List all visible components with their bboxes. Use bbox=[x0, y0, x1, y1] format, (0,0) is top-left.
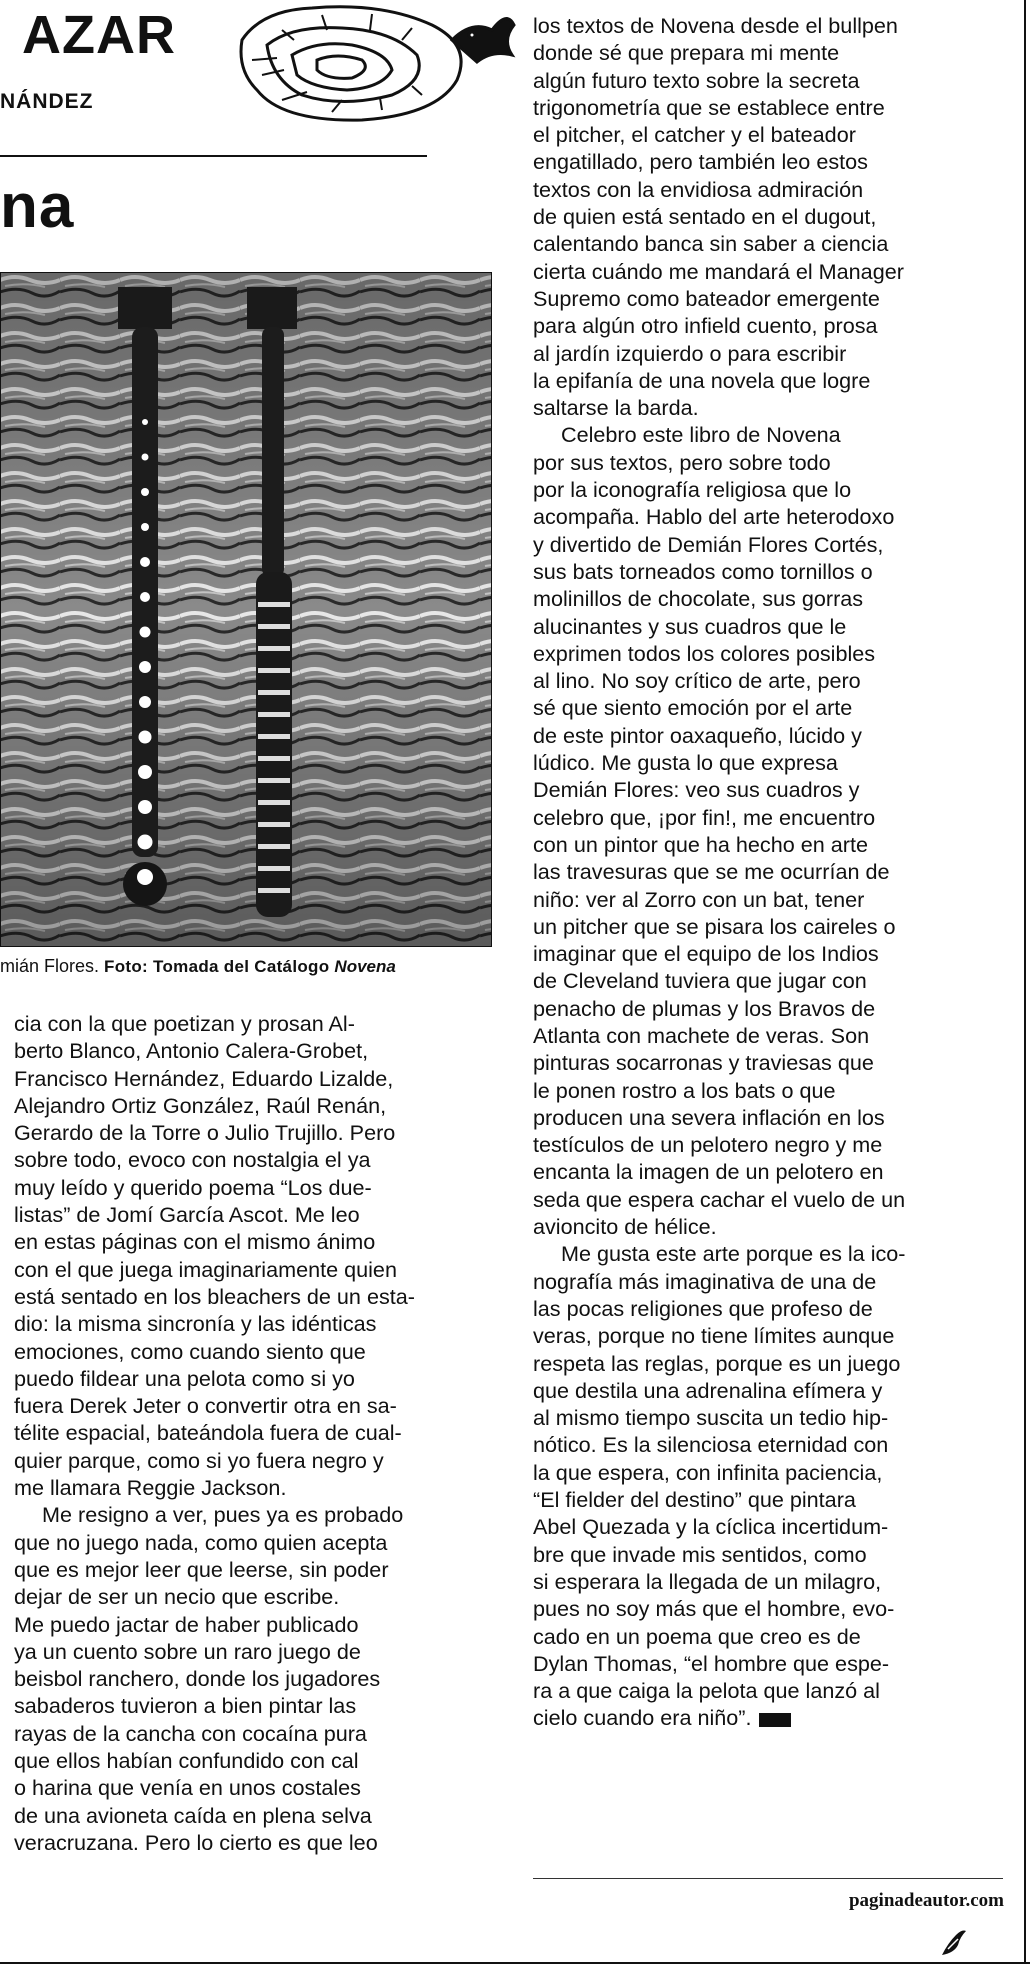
text-line: de este pintor oaxaqueño, lúcido y bbox=[533, 722, 862, 748]
text-line: o harina que venía en unos costales bbox=[14, 1775, 361, 1801]
text-line: celebro que, ¡por fin!, me encuentro bbox=[533, 804, 876, 830]
text-line: la epifanía de una novela que logre bbox=[533, 367, 871, 393]
text-line: télite espacial, bateándola fuera de cual- bbox=[14, 1420, 402, 1446]
text-line: Dylan Thomas, “el hombre que espe- bbox=[533, 1650, 890, 1676]
text-line: veracruzana. Pero lo cierto es que leo bbox=[14, 1829, 378, 1855]
text-line: rayas de la cancha con cocaína pura bbox=[14, 1720, 367, 1746]
text-line: emociones, como cuando siento que bbox=[14, 1338, 366, 1364]
text-line: avioncito de hélice. bbox=[533, 1214, 717, 1240]
text-line: quier parque, como si yo fuera negro y bbox=[14, 1447, 384, 1473]
text-line: penacho de plumas y los Bravos de bbox=[533, 995, 876, 1021]
text-line: lúdico. Me gusta lo que expresa bbox=[533, 750, 838, 776]
text-line: Alejandro Ortiz González, Raúl Renán, bbox=[14, 1092, 387, 1118]
text-line: para algún otro infield cuento, prosa bbox=[533, 313, 878, 339]
text-line: cierta cuándo me mandará el Manager bbox=[533, 258, 904, 284]
text-line: de Cleveland tuviera que jugar con bbox=[533, 968, 867, 994]
text-line: por sus textos, pero sobre todo bbox=[533, 449, 831, 475]
text-line: engatillado, pero también leo estos bbox=[533, 149, 868, 175]
fish-logo-illustration bbox=[222, 0, 522, 128]
text-line: sabaderos tuvieron a bien pintar las bbox=[14, 1693, 357, 1719]
text-line: le ponen rostro a los bats o que bbox=[533, 1077, 836, 1103]
photo-credit: Foto: Tomada del Catálogo bbox=[104, 957, 330, 976]
text-line: berto Blanco, Antonio Calera-Grobet, bbox=[14, 1038, 369, 1064]
text-line: con un pintor que ha hecho en arte bbox=[533, 831, 868, 857]
text-line: respeta las reglas, porque es un juego bbox=[533, 1350, 901, 1376]
text-line: producen una severa inflación en los bbox=[533, 1104, 885, 1130]
text-line: sé que siento emoción por el arte bbox=[533, 695, 853, 721]
text-line: “El fielder del destino” que pintara bbox=[533, 1487, 856, 1513]
text-line: exprimen todos los colores posibles bbox=[533, 640, 876, 666]
text-line: que destila una adrenalina efímera y bbox=[533, 1377, 883, 1403]
text-line: molinillos de chocolate, sus gorras bbox=[533, 586, 864, 612]
text-line: Me puedo jactar de haber publicado bbox=[14, 1611, 359, 1637]
text-line: dejar de ser un necio que escribe. bbox=[14, 1584, 340, 1610]
column-border-right bbox=[1024, 0, 1026, 1962]
end-of-article-mark bbox=[759, 1713, 791, 1727]
site-name[interactable]: paginadeautor.com bbox=[848, 1890, 1004, 1911]
text-line: me llamara Reggie Jackson. bbox=[14, 1475, 287, 1501]
text-line: muy leído y querido poema “Los due- bbox=[14, 1174, 372, 1200]
text-line: acompaña. Hablo del arte heterodoxo bbox=[533, 504, 895, 530]
text-line: Celebro este libro de Novena bbox=[561, 422, 841, 448]
text-line: alucinantes y sus cuadros que le bbox=[533, 613, 847, 639]
text-line: seda que espera cachar el vuelo de un bbox=[533, 1186, 906, 1212]
text-line: sus bats torneados como tornillos o bbox=[533, 558, 873, 584]
photo-credit-title: Novena bbox=[334, 957, 396, 976]
text-line: cia con la que poetizan y prosan Al- bbox=[14, 1011, 355, 1036]
text-line: Me gusta este arte porque es la ico- bbox=[561, 1241, 906, 1267]
text-line: cado en un poema que creo es de bbox=[533, 1623, 861, 1649]
text-line: los textos de Novena desde el bullpen bbox=[533, 13, 898, 38]
headline: na bbox=[0, 172, 75, 241]
text-line: ya un cuento sobre un raro juego de bbox=[14, 1638, 361, 1664]
text-line: pinturas socarronas y traviesas que bbox=[533, 1050, 874, 1076]
text-line: al lino. No soy crítico de arte, pero bbox=[533, 668, 861, 694]
text-line: ra a que caiga la pelota que lanzó al bbox=[533, 1678, 880, 1704]
text-line: las pocas religiones que profeso de bbox=[533, 1295, 873, 1321]
section-title: AZAR bbox=[22, 5, 176, 65]
text-line: Atlanta con machete de veras. Son bbox=[533, 1022, 870, 1048]
text-line: algún futuro texto sobre la secreta bbox=[533, 67, 860, 93]
author-byline: NÁNDEZ bbox=[0, 90, 94, 113]
text-line: Abel Quezada y la cíclica incertidum- bbox=[533, 1514, 889, 1540]
text-line: las travesuras que se me ocurrían de bbox=[533, 859, 890, 885]
text-line: un pitcher que se pisara los caireles o bbox=[533, 913, 896, 939]
text-line: bre que invade mis sentidos, como bbox=[533, 1541, 867, 1567]
text-line: Supremo como bateador emergente bbox=[533, 285, 880, 311]
text-line: con el que juega imaginariamente quien bbox=[14, 1256, 397, 1282]
photo-caption bbox=[0, 956, 396, 977]
text-line: trigonometría que se establece entre bbox=[533, 94, 885, 120]
text-line: cielo cuando era niño”. bbox=[533, 1704, 1008, 1731]
text-line: niño: ver al Zorro con un bat, tener bbox=[533, 886, 865, 912]
text-line: beisbol ranchero, donde los jugadores bbox=[14, 1666, 381, 1692]
bats-photograph bbox=[0, 272, 492, 947]
text-line: Me resigno a ver, pues ya es probado bbox=[42, 1502, 404, 1528]
text-line: y divertido de Demián Flores Cortés, bbox=[533, 531, 884, 557]
text-line: nótico. Es la silenciosa eternidad con bbox=[533, 1432, 889, 1458]
text-line: Francisco Hernández, Eduardo Lizalde, bbox=[14, 1065, 394, 1091]
text-line: nografía más imaginativa de una de bbox=[533, 1268, 877, 1294]
text-line: que no juego nada, como quien acepta bbox=[14, 1529, 388, 1555]
text-line: al jardín izquierdo o para escribir bbox=[533, 340, 847, 366]
text-line: pues no soy más que el hombre, evo- bbox=[533, 1596, 895, 1622]
text-line: calentando banca sin saber a ciencia bbox=[533, 231, 889, 257]
text-line: sobre todo, evoco con nostalgia el ya bbox=[14, 1147, 371, 1173]
caption-text: mián Flores. bbox=[0, 956, 100, 976]
text-line: está sentado en los bleachers de un esta- bbox=[14, 1283, 415, 1309]
text-line: por la iconografía religiosa que lo bbox=[533, 477, 852, 503]
text-line: veras, porque no tiene límites aunque bbox=[533, 1323, 895, 1349]
article-column-left bbox=[14, 1010, 512, 1856]
pen-nib-icon bbox=[938, 1925, 972, 1959]
text-line: Gerardo de la Torre o Julio Trujillo. Pero bbox=[14, 1120, 396, 1146]
text-line: fuera Derek Jeter o convertir otra en sa- bbox=[14, 1393, 397, 1419]
text-line: imaginar que el equipo de los Indios bbox=[533, 941, 879, 967]
text-line: el pitcher, el catcher y el bateador bbox=[533, 122, 856, 148]
page-bottom-rule bbox=[0, 1962, 1030, 1964]
text-line: donde sé que prepara mi mente bbox=[533, 40, 840, 66]
text-line: la que espera, con infinita paciencia, bbox=[533, 1459, 883, 1485]
text-line: que ellos habían confundido con cal bbox=[14, 1748, 359, 1774]
text-line: dio: la misma sincronía y las idénticas bbox=[14, 1311, 377, 1337]
text-line: textos con la envidiosa admiración bbox=[533, 176, 864, 202]
header-rule bbox=[0, 155, 427, 157]
text-line: puedo fildear una pelota como si yo bbox=[14, 1365, 355, 1391]
text-line: al mismo tiempo suscita un tedio hip- bbox=[533, 1405, 889, 1431]
footer-rule bbox=[533, 1878, 1003, 1879]
text-line: que es mejor leer que leerse, sin poder bbox=[14, 1556, 389, 1582]
text-line: en estas páginas con el mismo ánimo bbox=[14, 1229, 376, 1255]
text-line: saltarse la barda. bbox=[533, 395, 699, 421]
text-line: testículos de un pelotero negro y me bbox=[533, 1132, 883, 1158]
article-column-right bbox=[533, 12, 1008, 1732]
text-line: Demián Flores: veo sus cuadros y bbox=[533, 777, 860, 803]
text-line: si esperara la llegada de un milagro, bbox=[533, 1568, 882, 1594]
text-line: de una avioneta caída en plena selva bbox=[14, 1802, 372, 1828]
text-line: listas” de Jomí García Ascot. Me leo bbox=[14, 1202, 360, 1228]
text-line: encanta la imagen de un pelotero en bbox=[533, 1159, 884, 1185]
text-line: de quien está sentado en el dugout, bbox=[533, 204, 877, 230]
